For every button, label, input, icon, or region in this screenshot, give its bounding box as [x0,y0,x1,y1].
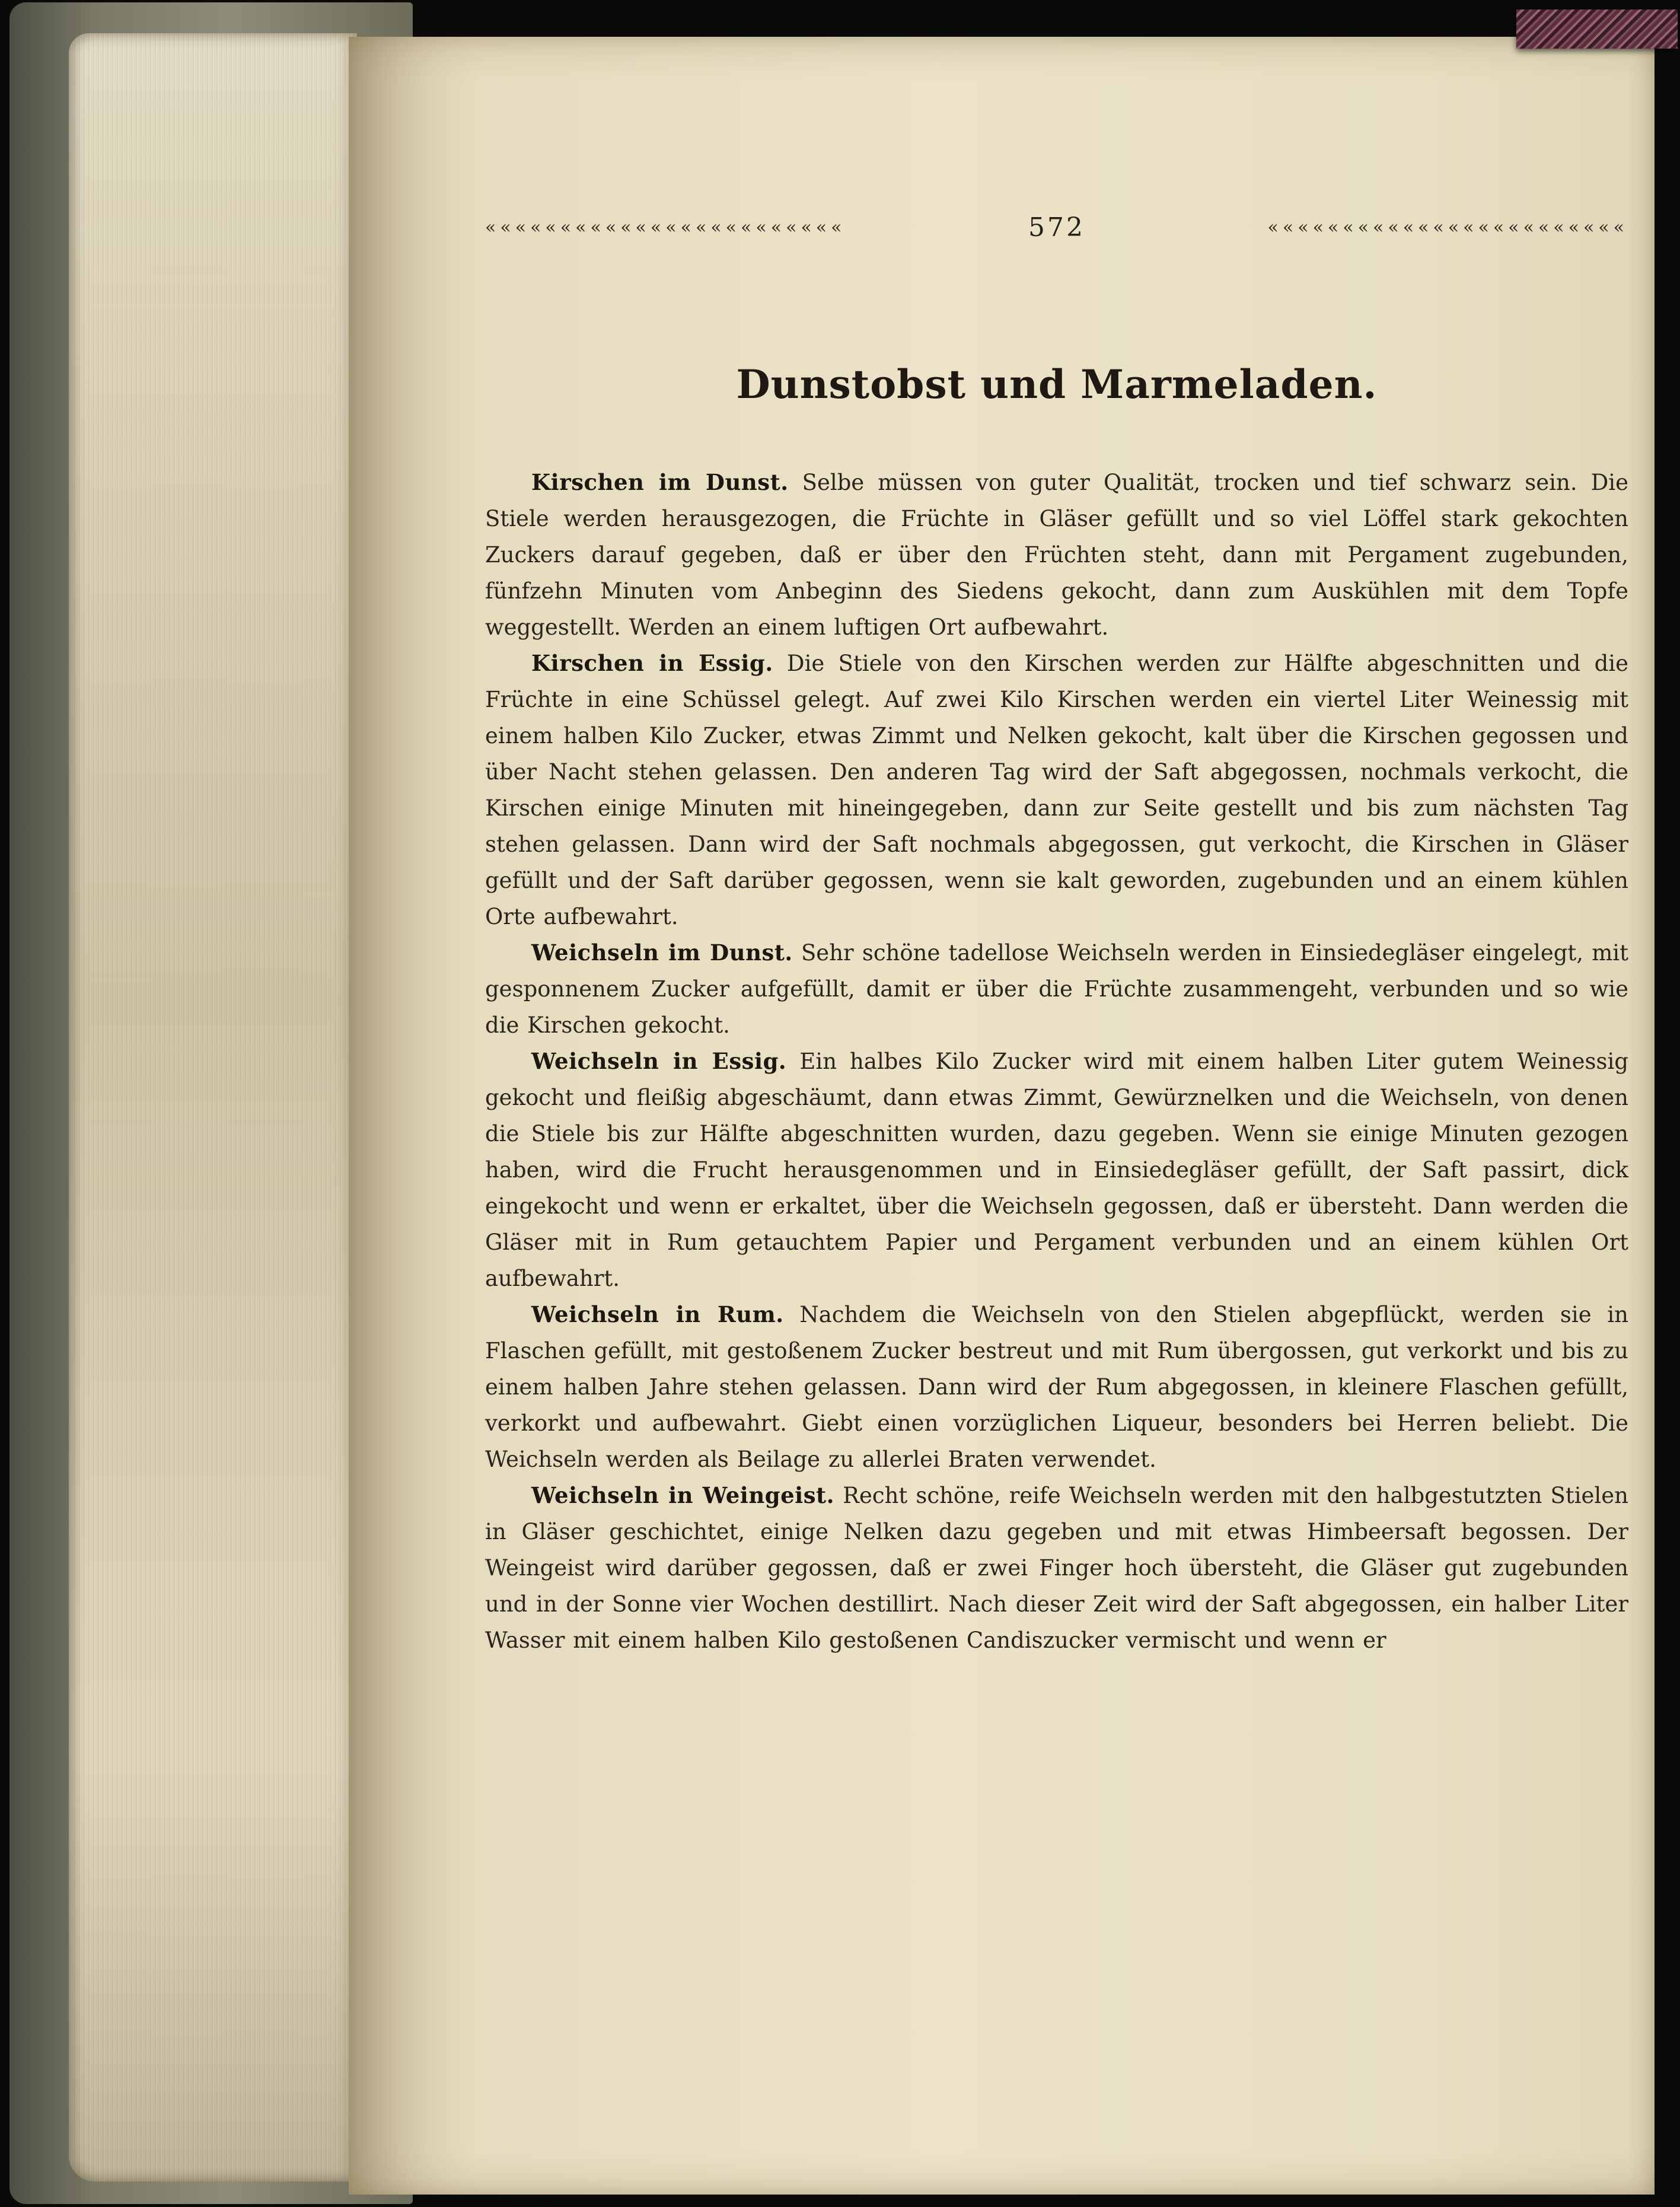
paragraph [485,464,1628,645]
paragraph-heading: Weichseln in Essig. [531,1048,787,1074]
paragraph-text: Nachdem die Weichseln von den Stielen abgepflückt, werden sie in Flaschen gefüllt, mit gestoßenem Zucker bestreut und mit Rum übergossen, gut verkorkt und bis zu einem halben Jahre stehen gelassen. Dann wird der Rum abgegossen, in kleinere Flaschen gefüllt, verkorkt und aufbewahrt. Giebt einen vorzüglichen Liqueur, besonders bei Herren beliebt. Die Weichseln werden als Beilage zu allerlei Braten verwendet. [485,1302,1628,1472]
ornament-row-right: «««««««««««««««««««««««« [1267,218,1629,237]
paragraph-text: Recht schöne, reife Weichseln werden mit den halbgestutzten Stielen in Gläser geschichtet, einige Nelken dazu gegeben und mit etwas Himbeersaft begossen. Der Weingeist wird darüber gegossen, daß er zwei Finger hoch übersteht, die Gläser gut zugebunden und in der Sonne vier Wochen destillirt. Nach dieser Zeit wird der Saft abgegossen, ein halber Liter Wasser mit einem halben Kilo gestoßenen Candiszucker vermischt und wenn er [485,1483,1628,1653]
page-header [485,212,1628,243]
page-edges [69,33,357,2181]
paragraph-text: Die Stiele von den Kirschen werden zur Hälfte abgeschnitten und die Früchte in eine Schüssel gelegt. Auf zwei Kilo Kirschen werden ein viertel Liter Weinessig mit einem halben Kilo Zucker, etwas Zimmt und Nelken gekocht, kalt über die Kirschen gegossen und über Nacht stehen gelassen. Den anderen Tag wird der Saft abgegossen, nochmals verkocht, die Kirschen einige Minuten mit hineingegeben, dann zur Seite gestellt und bis zum nächsten Tag stehen gelassen. Dann wird der Saft nochmals abgegossen, gut verkocht, die Kirschen in Gläser gefüllt und der Saft darüber gegossen, wenn sie kalt geworden, zugebunden und an einem kühlen Orte aufbewahrt. [485,651,1628,929]
paragraph [485,1477,1628,1658]
ornament-row-left: «««««««««««««««««««««««« [485,218,846,237]
paragraph-text: Sehr schöne tadellose Weichseln werden in Einsiedegläser eingelegt, mit gesponnenem Zucker aufgefüllt, damit er über die Früchte zusammengeht, verbunden und so wie die Kirschen gekocht. [485,940,1628,1038]
paragraph [485,645,1628,935]
paragraph-heading: Weichseln in Rum. [531,1301,784,1327]
paragraph-text: Selbe müssen von guter Qualität, trocken und tief schwarz sein. Die Stiele werden herausgezogen, die Früchte in Gläser gefüllt und so viel Löffel stark gekochten Zuckers darauf gegeben, daß er über den Früchten steht, dann mit Pergament zugebunden, fünfzehn Minuten vom Anbeginn des Siedens gekocht, dann zum Auskühlen mit dem Topfe weggestellt. Werden an einem luftigen Ort aufbewahrt. [485,470,1628,640]
paragraph [485,935,1628,1043]
page-number: 572 [1028,212,1085,243]
page-body [485,464,1628,1658]
page-title: Dunstobst und Marmeladen. [736,361,1378,407]
paragraph-heading: Kirschen im Dunst. [531,469,789,495]
paragraph [485,1297,1628,1477]
paragraph-text: Ein halbes Kilo Zucker wird mit einem halben Liter gutem Weinessig gekocht und fleißig abgeschäumt, dann etwas Zimmt, Gewürznelken und die Weichseln, von denen die Stiele bis zur Hälfte abgeschnitten wurden, dazu gegeben. Wenn sie einige Minuten gezogen haben, wird die Frucht herausgenommen und in Einsiedegläser gefüllt, der Saft passirt, dick eingekocht und wenn er erkaltet, über die Weichseln gegossen, daß er übersteht. Dann werden die Gläser mit in Rum getauchtem Papier und Pergament verbunden und an einem kühlen Ort aufbewahrt. [485,1049,1628,1291]
paragraph-heading: Weichseln im Dunst. [531,940,793,966]
cover-corner-pattern [1516,9,1678,49]
book-page [349,37,1655,2195]
paragraph-heading: Weichseln in Weingeist. [531,1482,835,1508]
paragraph-heading: Kirschen in Essig. [531,650,773,676]
paragraph [485,1043,1628,1297]
